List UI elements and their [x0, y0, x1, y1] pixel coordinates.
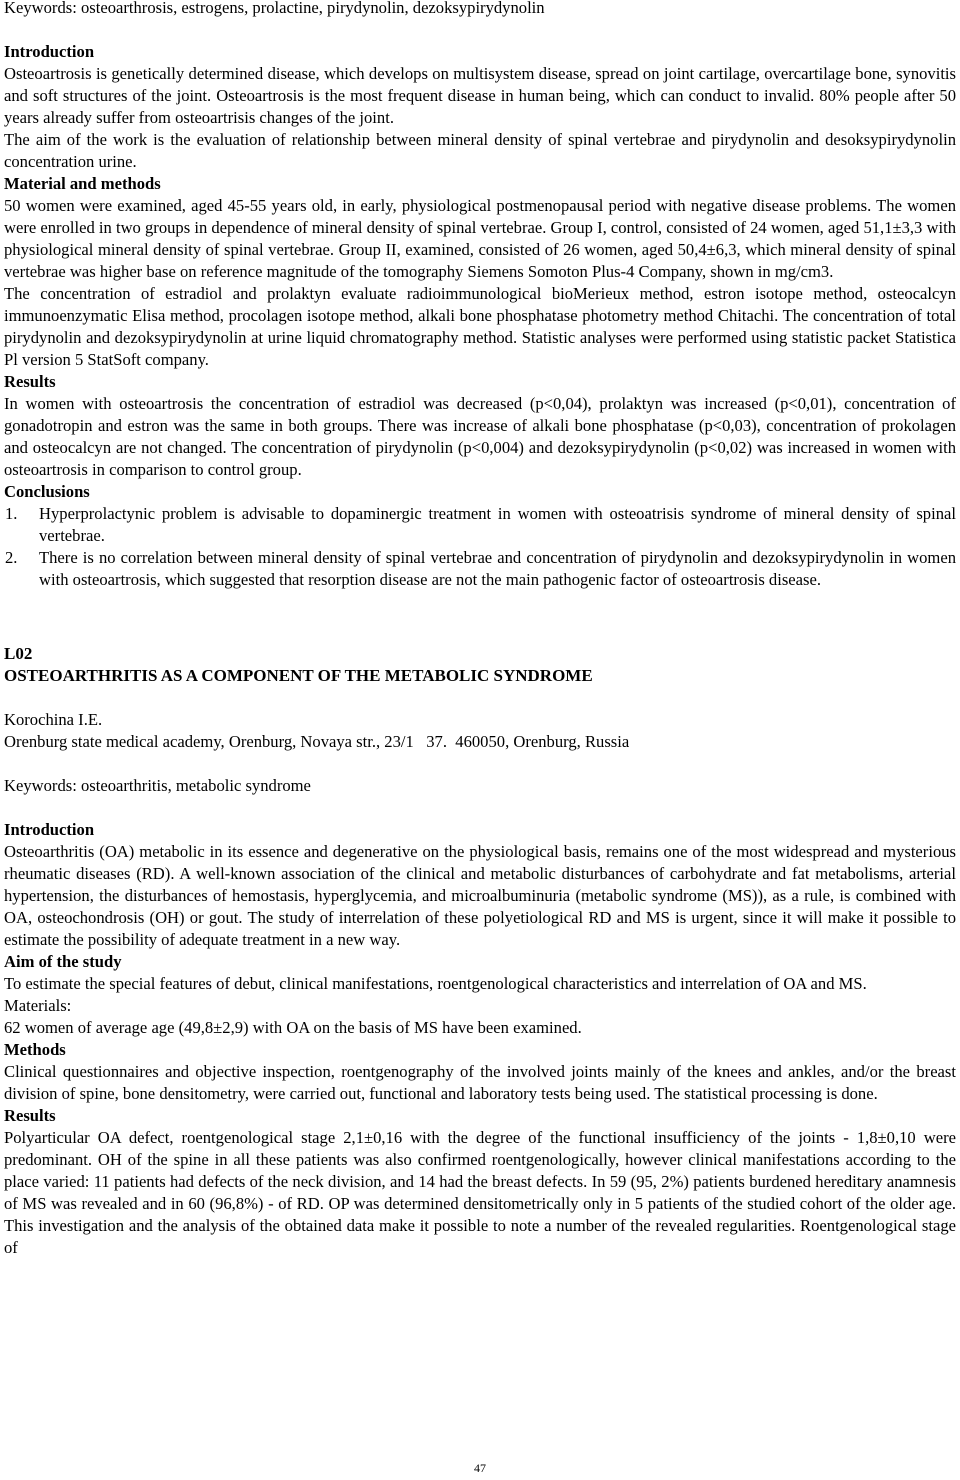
list-item-text: Hyperprolactynic problem is advisable to dopaminergic treatment in women with osteoatrisis syndrome of mineral density of spinal vertebrae. [39, 504, 956, 545]
spacer [4, 591, 956, 635]
abstract-id: L02 [4, 644, 33, 663]
section-heading-methods: Methods [4, 1040, 66, 1059]
spacer [4, 753, 956, 775]
affiliation-line: Orenburg state medical academy, Orenburg, Novaya str., 23/1 37. 460050, Orenburg, Russia [4, 732, 630, 751]
paragraph-methods-2: The concentration of estradiol and prolaktyn evaluate radioimmunological bioMerieux method, estron isotope method, osteocalcyn immunoenzymatic Elisa method, procolagen isotope method, alkali bone phosphatase photometry method Chitachi. The concentration of total pirydynolin and dezoksypirydynolin at urine liquid chromatography method. Statistic analyses were performed using statistic packet Statistica Pl version 5 StatSoft company. [4, 284, 956, 369]
section-heading-material-methods: Material and methods [4, 174, 161, 193]
list-item [4, 547, 956, 591]
list-item-text: There is no correlation between mineral density of spinal vertebrae and concentration of pirydynolin and dezoksypirydynolin in women with osteoartrosis, which suggested that resorption disease are not the main pathogenic factor of osteoartrosis disease. [39, 548, 956, 589]
paragraph-aim: To estimate the special features of debut, clinical manifestations, roentgenological characteristics and interrelation of OA and MS. [4, 974, 867, 993]
paragraph-introduction: Osteoarthritis (OA) metabolic in its essence and degenerative on the physiological basis, remains one of the most widespread and mysterious rheumatic diseases (RD). A well-known association of the clinical and metabolic disturbances of carbohydrate and fat metabolisms, arterial hypertension, the disturbances of hemostasis, hyperglycemia, and microalbuminuria (metabolic syndrome (MS)), as a rule, is combined with OA, osteochondrosis (OH) or gout. The study of interrelation of these polyetiological RD and MS is urgent, since it will make it possible to estimate the possibility of adequate treatment in a new way. [4, 842, 956, 949]
spacer [4, 797, 956, 819]
paragraph-results: In women with osteoartrosis the concentration of estradiol was decreased (p<0,04), prolaktyn was increased (p<0,01), concentration of gonadotropin and estron was the same in both groups. There was increase of alkali bone phosphatase (p<0,03), concentration of prokolagen and osteocalcyn are not changed. The concentration of pirydynolin (p<0,004) and dezoksypirydynolin (p<0,02) was increased in women with osteoartrosis in comparison to control group. [4, 394, 956, 479]
page-number: 47 [474, 1461, 486, 1475]
list-item [4, 503, 956, 547]
paragraph-materials: 62 women of average age (49,8±2,9) with OA on the basis of MS have been examined. [4, 1018, 582, 1037]
section-heading-aim: Aim of the study [4, 952, 122, 971]
paragraph-aim: The aim of the work is the evaluation of relationship between mineral density of spinal vertebrae and pirydynolin and desoksypirydynolin concentration urine. [4, 130, 956, 171]
keywords-line: Keywords: osteoarthrosis, estrogens, prolactine, pirydynolin, dezoksypirydynolin [4, 0, 545, 17]
paragraph-introduction: Osteoartrosis is genetically determined disease, which develops on multisystem disease, spread on joint cartilage, overcartilage bone, synovitis and soft structures of the joint. Osteoartrosis is the most frequent disease in human being, which can conduct to invalid. 80% people after 50 years already suffer from osteoartrisis changes of the joint. [4, 64, 956, 127]
materials-label: Materials: [4, 996, 72, 1015]
spacer [4, 19, 956, 41]
paragraph-results: Polyarticular OA defect, roentgenological stage 2,1±0,16 with the degree of the functional insufficiency of the joints - 1,8±0,10 were predominant. OH of the spine in all these patients was also confirmed roentgenologically, however clinical manifestations according to the place varied: 11 patients had defects of the neck division, and 14 had the breast defects. In 59 (95, 2%) patients burdened hereditary anamnesis of MS was revealed and in 60 (96,8%) - of RD. OP was determined densitometrically only in 5 patients of the studied cohort of the older age. This investigation and the analysis of the obtained data make it possible to note a number of the revealed regularities. Roentgenological stage of [4, 1128, 956, 1257]
section-heading-results: Results [4, 372, 56, 391]
list-number: 2. [5, 548, 18, 567]
conclusions-list [4, 503, 956, 591]
section-heading-introduction: Introduction [4, 820, 95, 839]
section-heading-conclusions: Conclusions [4, 482, 90, 501]
spacer [4, 635, 956, 643]
list-number: 1. [5, 504, 18, 523]
spacer [4, 687, 956, 709]
keywords-line: Keywords: osteoarthritis, metabolic syndrome [4, 776, 311, 795]
author-line: Korochina I.E. [4, 710, 103, 729]
paragraph-methods: Clinical questionnaires and objective inspection, roentgenography of the involved joints mainly of the knees and ankles, and/or the breast division of spine, bone densitometry, were carried out, functional and laboratory tests being used. The statistical processing is done. [4, 1062, 956, 1103]
paragraph-methods-1: 50 women were examined, aged 45-55 years old, in early, physiological postmenopausal period with negative disease problems. The women were enrolled in two groups in dependence of mineral density of spinal vertebrae. Group I, control, consisted of 24 women, aged 51,1±3,3 with physiological mineral density of spinal vertebrae. Group II, examined, consisted of 26 women, aged 50,4±6,3, which mineral density of spinal vertebrae was higher base on reference magnitude of the tomography Siemens Somoton Plus-4 Company, shown in mg/cm3. [4, 196, 956, 281]
section-heading-results: Results [4, 1106, 56, 1125]
abstract-title: OSTEOARTHRITIS AS A COMPONENT OF THE METABOLIC SYNDROME [4, 666, 593, 685]
section-heading-introduction: Introduction [4, 42, 95, 61]
